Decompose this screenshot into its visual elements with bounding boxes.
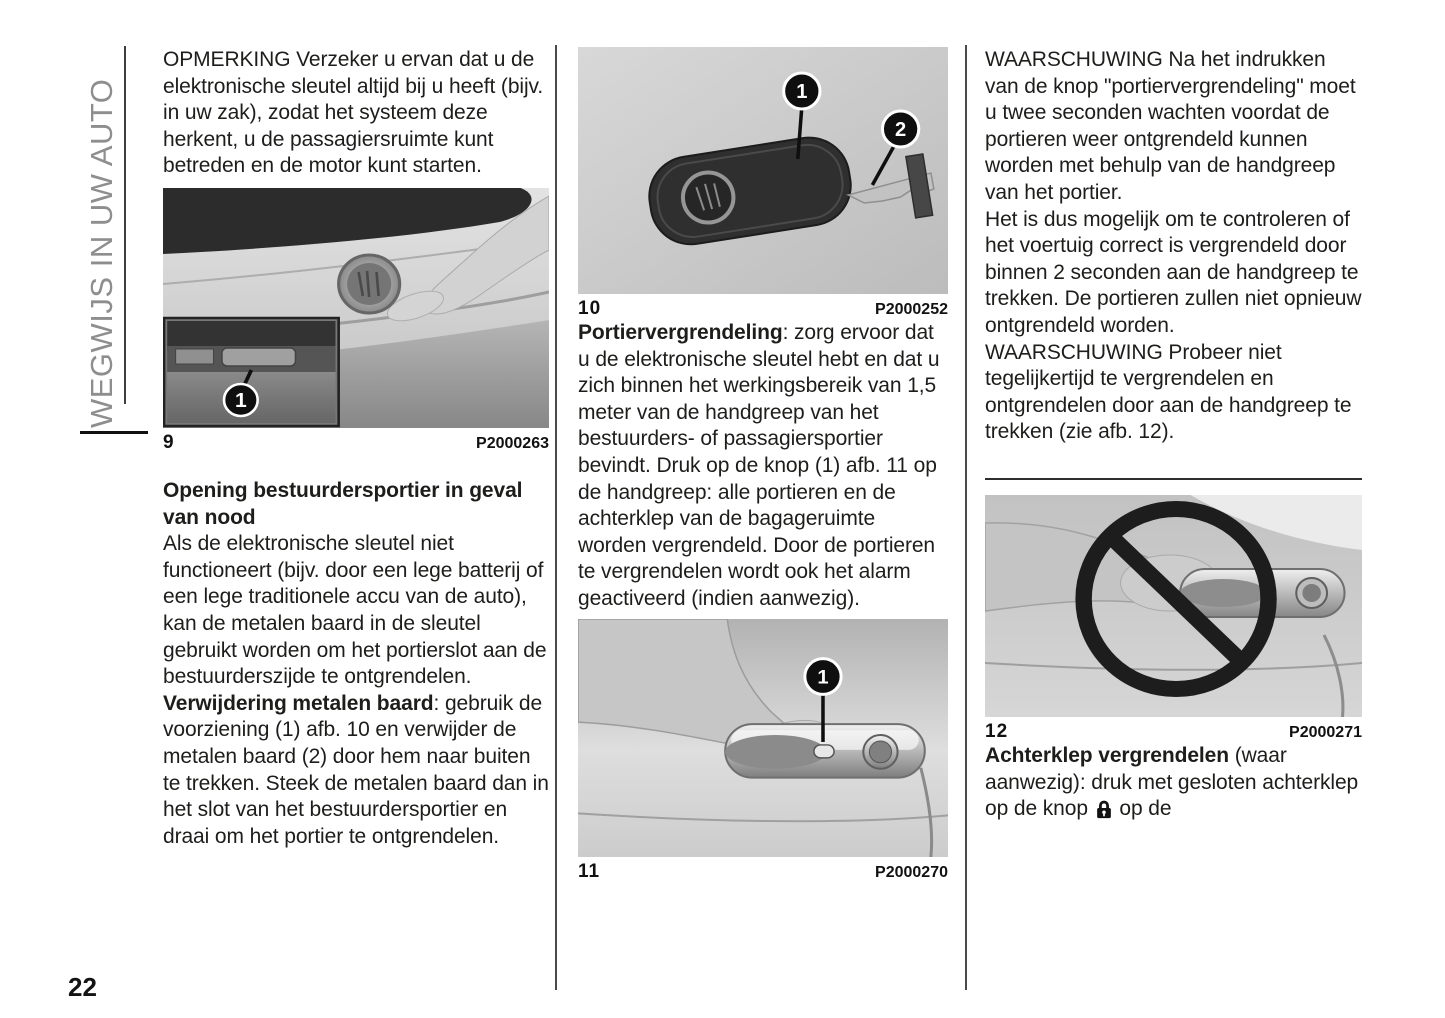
figure-10-photo — [578, 47, 948, 294]
lock-icon — [1096, 799, 1112, 819]
door-lock-lead: Portiervergrendeling — [578, 321, 783, 344]
figure-code: P2000263 — [476, 434, 549, 452]
column-divider — [965, 45, 967, 990]
removal-rest: : gebruik de voorziening (1) afb. 10 en verwijder de metalen baard (2) door hem naar buiten te trekken. Steek de metalen baard dan in het slot van het bestuurdersportier en draai om het portier te ontgrendelen. — [163, 691, 549, 848]
door-handle-photo — [578, 619, 948, 857]
figure-number: 12 — [985, 720, 1009, 742]
figure-9-photo — [163, 188, 549, 428]
warning-paragraph-2: WAARSCHUWING Probeer niet tegelijkertijd te vergrendelen en ontgrendelen door aan de handgreep te trekken (zie afb. 12). — [985, 340, 1352, 444]
section-separator — [985, 478, 1362, 480]
column-3 — [985, 47, 1362, 823]
car-rear-photo — [163, 188, 549, 428]
column-1 — [163, 47, 549, 850]
figure-9-inset — [164, 318, 339, 426]
note-paragraph: OPMERKING Verzeker u ervan dat u de elektronische sleutel altijd bij u heeft (bijv. in uw zak), zodat het systeem deze herkent, u de passagiersruimte kunt betreden en de motor kunt starten. — [163, 48, 544, 178]
column-2 — [578, 47, 948, 883]
column-divider — [555, 45, 557, 990]
figure-code: P2000271 — [1289, 723, 1362, 741]
tailgate-paragraph — [985, 743, 1362, 823]
figure-9 — [163, 188, 549, 454]
lock-button — [814, 744, 834, 757]
key-photo — [578, 47, 948, 294]
figure-10 — [578, 47, 948, 320]
chapter-label: WEGWIJS IN UW AUTO — [84, 78, 119, 428]
svg-text:1: 1 — [817, 666, 829, 688]
door-handle — [725, 724, 925, 778]
tailgate-end: op de — [1113, 797, 1172, 821]
removal-paragraph — [163, 691, 549, 851]
removal-lead: Verwijdering metalen baard — [163, 691, 434, 715]
svg-text:1: 1 — [234, 389, 247, 412]
figure-code: P2000252 — [875, 301, 948, 318]
door-lock-rest: : zorg ervoor dat u de elektronische sleutel hebt en dat u zich binnen het werkingsbereik van 1,5 meter van de handgreep van het bestuurders- of passagiersportier bevindt. Druk op de knop (1) afb. 11 op de handgreep: alle portieren en de achterklep van de bagageruimte worden vergrendeld. Door de portieren te vergrendelen wordt ook het alarm geactiveerd (indien aanwezig). — [578, 321, 940, 610]
emergency-paragraph: Als de elektronische sleutel niet functioneert (bijv. door een lege batterij of een lege traditionele accu van de auto), kan de metalen baard in de sleutel gebruikt worden om het portierslot aan de bestuurderszijde te ontgrendelen. — [163, 532, 547, 689]
tailgate-lead: Achterklep vergrendelen — [985, 743, 1229, 767]
sidebar-underline — [80, 431, 148, 434]
figure-12-photo — [985, 495, 1362, 717]
figure-number: 11 — [578, 860, 601, 882]
prohibited-action-photo — [985, 495, 1362, 717]
figure-11-photo — [578, 619, 948, 857]
figure-number: 9 — [163, 431, 175, 453]
sidebar-rule — [124, 46, 126, 404]
figure-code: P2000270 — [875, 863, 948, 881]
figure-11 — [578, 619, 948, 883]
figure-number: 10 — [578, 298, 602, 319]
door-lock-paragraph — [578, 320, 948, 613]
check-paragraph: Het is dus mogelijk om te controleren of het voertuig correct is vergrendeld door binnen 2 seconden aan de handgreep te trekken. De portieren zullen niet opnieuw ontgrendeld worden. — [985, 207, 1362, 337]
svg-text:1: 1 — [796, 81, 808, 103]
page-number: 22 — [68, 972, 97, 1002]
section-heading: Opening bestuurdersportier in geval van nood — [163, 478, 523, 529]
warning-paragraph-1: WAARSCHUWING Na het indrukken van de knop "portiervergrendeling" moet u twee seconden wachten voordat de portieren weer ontgrendeld kunnen worden met behulp van de handgreep van het portier. — [985, 48, 1356, 204]
callout-1-badge — [784, 73, 820, 109]
svg-text:2: 2 — [895, 119, 907, 141]
tailgate-mid: (waar aanwezig): druk met gesloten achterklep op de knop — [985, 743, 1359, 821]
callout-2-badge — [882, 111, 918, 147]
figure-12 — [985, 495, 1362, 743]
callout-1-badge — [224, 384, 258, 416]
callout-1-badge — [805, 658, 841, 694]
